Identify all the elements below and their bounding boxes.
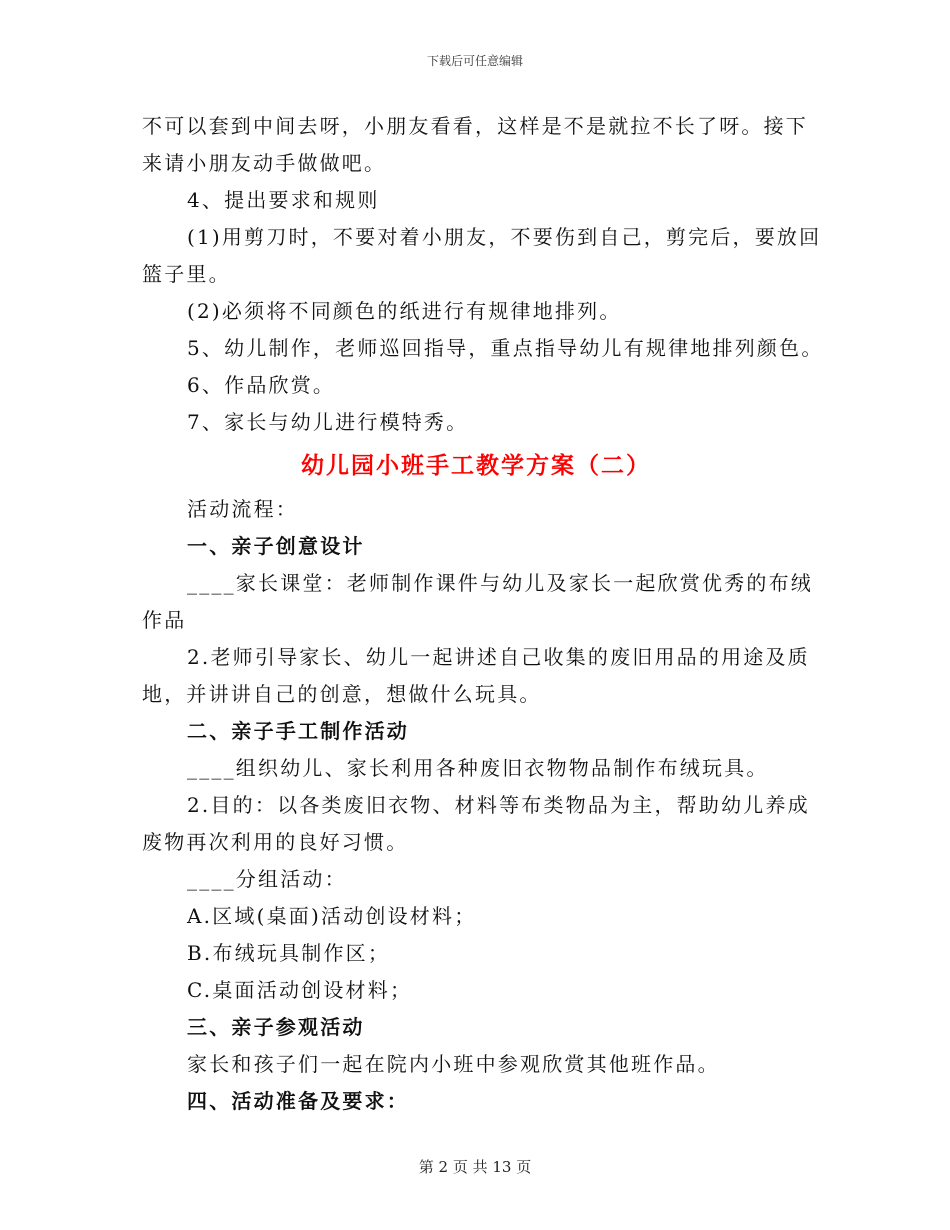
heading-handcraft-activity: 二、亲子手工制作活动 [187, 719, 409, 743]
document-body [142, 108, 824, 1120]
step-4-heading: 4、提出要求和规则 [187, 188, 380, 212]
page-number: 第 2 页 共 13 页 [418, 1158, 532, 1176]
paragraph-line: ____组织幼儿、家长利用各种废旧衣物物品制作布绒玩具。 [187, 756, 769, 780]
rule-1-line: (1)用剪刀时，不要对着小朋友，不要伤到自己，剪完后，要放回 [187, 225, 822, 249]
paragraph-line: 2.老师引导家长、幼儿一起讲述自己收集的废旧用品的用途及质 [187, 645, 810, 669]
heading-parent-child-design: 一、亲子创意设计 [187, 534, 365, 558]
paragraph-line: 地，并讲讲自己的创意，想做什么玩具。 [142, 682, 542, 706]
header-note: 下载后可任意编辑 [426, 54, 523, 68]
heading-preparation: 四、活动准备及要求： [187, 1089, 409, 1113]
paragraph-line: 来请小朋友动手做做吧。 [142, 151, 387, 175]
paragraph-line: 不可以套到中间去呀，小朋友看看，这样是不是就拉不长了呀。接下 [142, 114, 808, 138]
section-title: 幼儿园小班手工教学方案（二） [301, 452, 651, 479]
rule-1-continued: 篮子里。 [142, 262, 231, 286]
paragraph-line: 家长和孩子们一起在院内小班中参观欣赏其他班作品。 [187, 1052, 720, 1076]
list-item: B.布绒玩具制作区； [187, 941, 391, 965]
paragraph-line: ____家长课堂：老师制作课件与幼儿及家长一起欣赏优秀的布绒 [187, 571, 813, 595]
list-item: C.桌面活动创设材料； [187, 978, 413, 1002]
rule-2-line: (2)必须将不同颜色的纸进行有规律地排列。 [187, 299, 622, 323]
paragraph-line: ____分组活动： [187, 867, 347, 891]
activity-flow-label: 活动流程： [187, 497, 298, 521]
step-7-line: 7、家长与幼儿进行模特秀。 [187, 410, 469, 434]
step-6-line: 6、作品欣赏。 [187, 373, 336, 397]
list-item: A.区域(桌面)活动创设材料； [187, 904, 477, 928]
step-5-line: 5、幼儿制作，老师巡回指导，重点指导幼儿有规律地排列颜色。 [187, 336, 824, 360]
paragraph-line: 废物再次利用的良好习惯。 [142, 830, 409, 854]
paragraph-line: 作品 [142, 608, 187, 632]
paragraph-line: 2.目的：以各类废旧衣物、材料等布类物品为主，帮助幼儿养成 [187, 793, 810, 817]
heading-visit-activity: 三、亲子参观活动 [187, 1015, 365, 1039]
